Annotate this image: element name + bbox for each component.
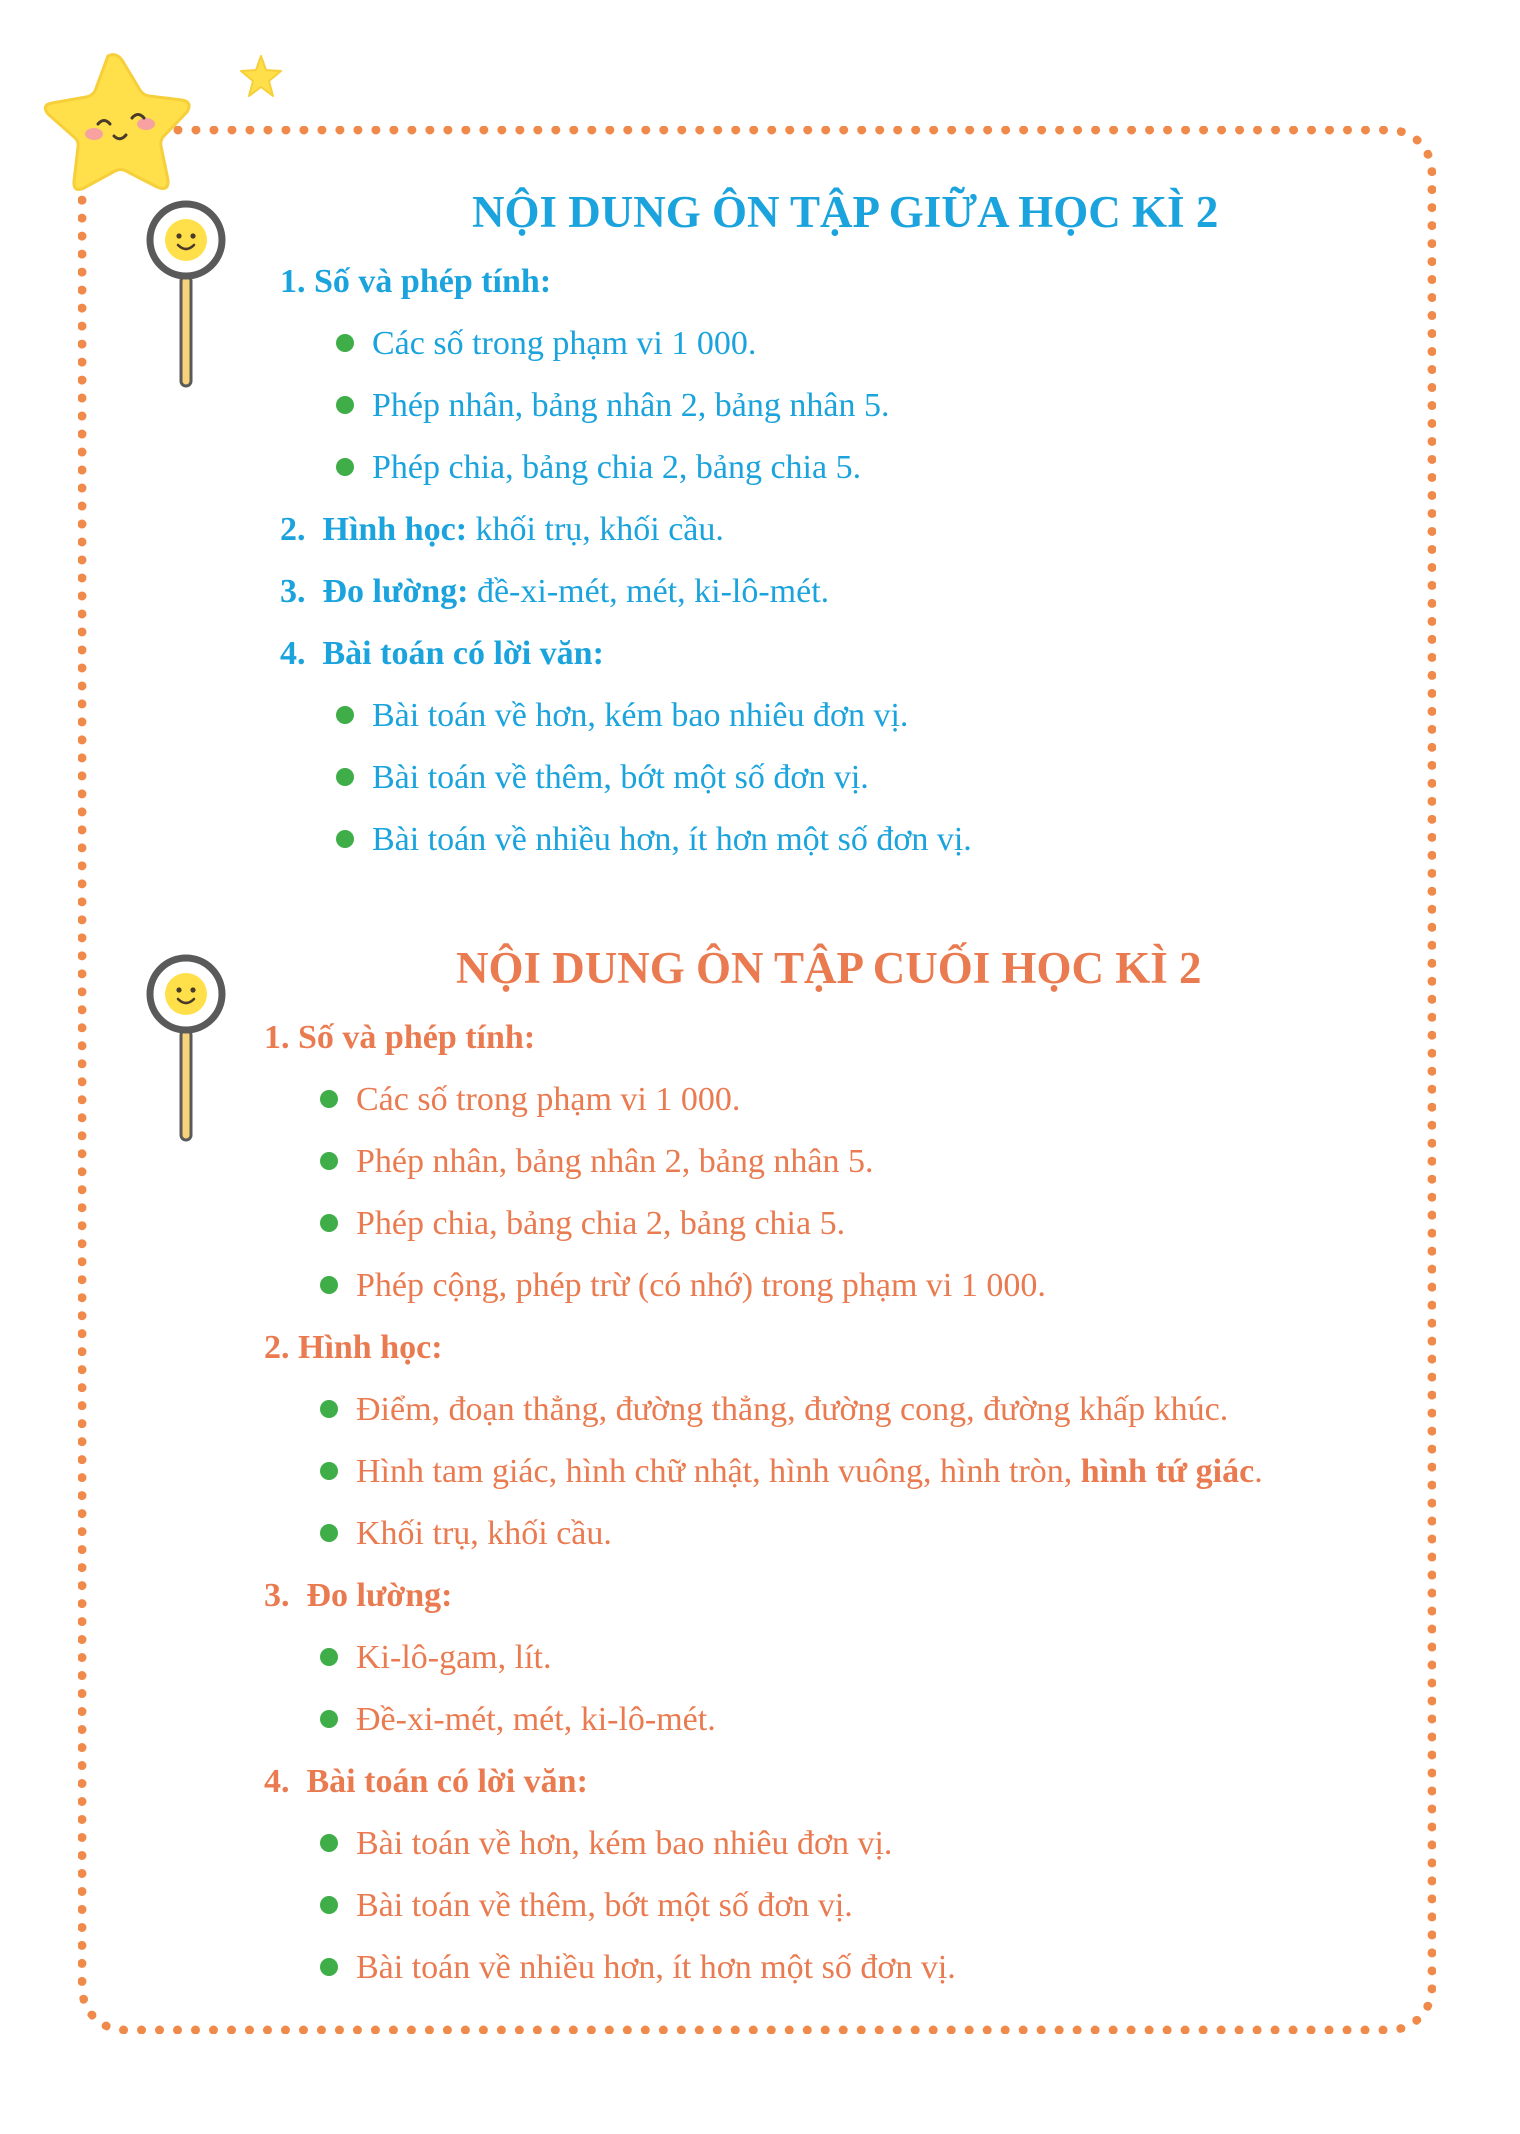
lollipop-icon — [136, 198, 236, 388]
list-item: 1. Số và phép tính: — [280, 263, 552, 300]
bullet-dot-icon — [320, 1834, 338, 1852]
list-item: 1. Số và phép tính: — [264, 1019, 536, 1056]
final-title: NỘI DUNG ÔN TẬP CUỐI HỌC KÌ 2 — [456, 943, 1202, 993]
bullet-dot-icon — [336, 396, 354, 414]
list-item: 4. Bài toán có lời văn: — [264, 1763, 588, 1800]
bullet-dot-icon — [320, 1090, 338, 1108]
bullet-dot-icon — [336, 706, 354, 724]
bullet-dot-icon — [320, 1152, 338, 1170]
list-item: 2. Hình học: khối trụ, khối cầu. — [280, 511, 724, 548]
bullet-item: Phép nhân, bảng nhân 2, bảng nhân 5. — [320, 1136, 873, 1188]
bullet-item: Bài toán về thêm, bớt một số đơn vị. — [320, 1880, 853, 1932]
bullet-dot-icon — [320, 1958, 338, 1976]
bullet-dot-icon — [320, 1710, 338, 1728]
bullet-item: Ki-lô-gam, lít. — [320, 1632, 551, 1684]
bullet-dot-icon — [336, 768, 354, 786]
bullet-dot-icon — [320, 1648, 338, 1666]
small-star-icon — [238, 54, 284, 100]
bullet-dot-icon — [320, 1462, 338, 1480]
bullet-item: Các số trong phạm vi 1 000. — [336, 318, 756, 370]
lollipop-icon — [136, 952, 236, 1142]
bullet-item: Các số trong phạm vi 1 000. — [320, 1074, 740, 1126]
list-item: 4. Bài toán có lời văn: — [280, 635, 604, 672]
bullet-item: Khối trụ, khối cầu. — [320, 1508, 612, 1560]
bullet-item: Phép cộng, phép trừ (có nhớ) trong phạm vi 1 000. — [320, 1260, 1046, 1312]
midterm-title: NỘI DUNG ÔN TẬP GIỮA HỌC KÌ 2 — [472, 187, 1219, 237]
bullet-item: Bài toán về nhiều hơn, ít hơn một số đơn vị. — [320, 1942, 956, 1994]
list-item: 3. Đo lường: đề-xi-mét, mét, ki-lô-mét. — [280, 573, 830, 610]
list-item: 2. Hình học: — [264, 1329, 443, 1366]
bullet-item: Bài toán về thêm, bớt một số đơn vị. — [336, 752, 869, 804]
bullet-dot-icon — [320, 1400, 338, 1418]
list-item: 3. Đo lường: — [264, 1577, 453, 1614]
bullet-item: Điểm, đoạn thẳng, đường thẳng, đường cong, đường khấp khúc. — [320, 1384, 1228, 1436]
bullet-dot-icon — [336, 334, 354, 352]
bullet-item: Phép chia, bảng chia 2, bảng chia 5. — [336, 442, 861, 494]
bullet-item: Bài toán về nhiều hơn, ít hơn một số đơn vị. — [336, 814, 972, 866]
bullet-item: Hình tam giác, hình chữ nhật, hình vuông, hình tròn, hình tứ giác. — [320, 1446, 1263, 1498]
bullet-dot-icon — [320, 1214, 338, 1232]
bullet-dot-icon — [320, 1896, 338, 1914]
bullet-dot-icon — [336, 458, 354, 476]
smiling-star-icon — [36, 50, 196, 200]
bullet-dot-icon — [320, 1524, 338, 1542]
bullet-item: Đề-xi-mét, mét, ki-lô-mét. — [320, 1694, 716, 1746]
bullet-item: Phép chia, bảng chia 2, bảng chia 5. — [320, 1198, 845, 1250]
bullet-dot-icon — [320, 1276, 338, 1294]
bullet-dot-icon — [336, 830, 354, 848]
bullet-item: Bài toán về hơn, kém bao nhiêu đơn vị. — [320, 1818, 892, 1870]
bullet-item: Phép nhân, bảng nhân 2, bảng nhân 5. — [336, 380, 889, 432]
bullet-item: Bài toán về hơn, kém bao nhiêu đơn vị. — [336, 690, 908, 742]
